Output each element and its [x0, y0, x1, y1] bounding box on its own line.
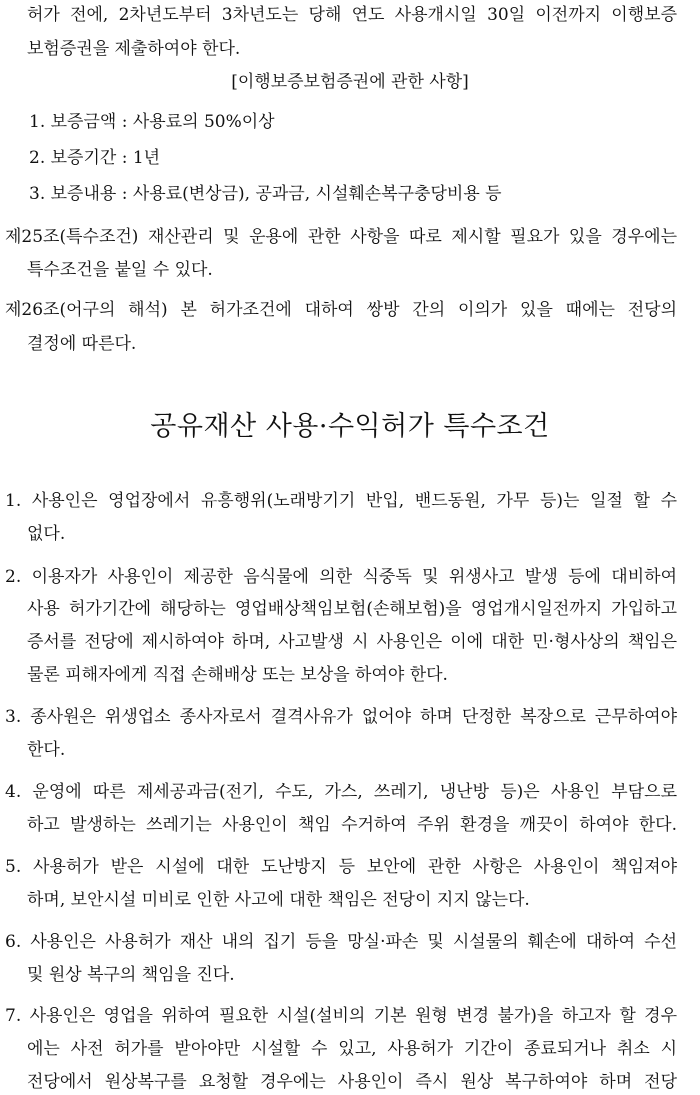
condition-3-line-1: 3. 종사원은 위생업소 종사자로서 결격사유가 없어야 하며 단정한 복장으로 근무하여야 [5, 707, 677, 727]
condition-7-line-3: 전당에서 원상복구를 요청할 경우에는 사용인이 즉시 원상 복구하여야 하며 전당 [27, 1072, 677, 1092]
condition-7-line-1: 7. 사용인은 영업을 위하여 필요한 시설(설비의 기본 원형 변경 불가)을 하고자 할 경우 [5, 1006, 677, 1026]
condition-4-line-1: 4. 운영에 따른 제세공과금(전기, 수도, 가스, 쓰레기, 냉난방 등)은 사용인 부담으로 [5, 782, 677, 802]
bond-item-2: 2. 보증기간 : 1년 [29, 148, 161, 168]
condition-6-line-1: 6. 사용인은 사용허가 재산 내의 집기 등을 망실·파손 및 시설물의 훼손에 대하여 수선 [5, 932, 677, 952]
article-26-line-1: 제26조(어구의 해석) 본 허가조건에 대하여 쌍방 간의 이의가 있을 때에는 전당의 [5, 300, 677, 320]
condition-7-line-2: 에는 사전 허가를 받아야만 시설할 수 있고, 사용허가 기간이 종료되거나 취소 시 [27, 1039, 677, 1059]
condition-2-line-2: 사용 허가기간에 해당하는 영업배상책임보험(손해보험)을 영업개시일전까지 가입하고 [27, 599, 677, 619]
special-conditions-title: 공유재산 사용·수익허가 특수조건 [150, 411, 550, 442]
condition-5-line-2: 하며, 보안시설 미비로 인한 사고에 대한 책임은 전당이 지지 않는다. [27, 890, 530, 910]
article-26-line-2: 결정에 따른다. [27, 334, 137, 354]
condition-5-line-1: 5. 사용허가 받은 시설에 대한 도난방지 등 보안에 관한 사항은 사용인이 책임져야 [5, 857, 677, 877]
article-25-line-2: 특수조건을 붙일 수 있다. [27, 260, 213, 280]
condition-6-line-2: 및 원상 복구의 책임을 진다. [27, 965, 235, 985]
continuation-line-2: 보험증권을 제출하여야 한다. [27, 39, 241, 59]
condition-4-line-2: 하고 발생하는 쓰레기는 사용인이 책임 수거하여 주위 환경을 깨끗이 하여야 한다. [27, 815, 677, 835]
continuation-line-1: 허가 전에, 2차년도부터 3차년도는 당해 연도 사용개시일 30일 이전까지 이행보증 [27, 5, 677, 25]
condition-2-line-3: 증서를 전당에 제시하여야 하며, 사고발생 시 사용인은 이에 대한 민·형사상의 책임은 [27, 632, 677, 652]
bond-item-1: 1. 보증금액 : 사용료의 50%이상 [29, 112, 275, 132]
bond-item-3: 3. 보증내용 : 사용료(변상금), 공과금, 시설훼손복구충당비용 등 [29, 184, 502, 204]
condition-2-line-4: 물론 피해자에게 직접 손해배상 또는 보상을 하여야 한다. [27, 665, 448, 685]
bond-section-heading: [이행보증보험증권에 관한 사항] [231, 72, 469, 92]
condition-2-line-1: 2. 이용자가 사용인이 제공한 음식물에 의한 식중독 및 위생사고 발생 등에 대비하여 [5, 567, 677, 587]
condition-3-line-2: 한다. [27, 740, 66, 760]
condition-1-line-1: 1. 사용인은 영업장에서 유흥행위(노래방기기 반입, 밴드동원, 가무 등)는 일절 할 수 [5, 491, 677, 511]
condition-1-line-2: 없다. [27, 524, 66, 544]
article-25-line-1: 제25조(특수조건) 재산관리 및 운용에 관한 사항을 따로 제시할 필요가 있을 경우에는 [5, 227, 677, 247]
